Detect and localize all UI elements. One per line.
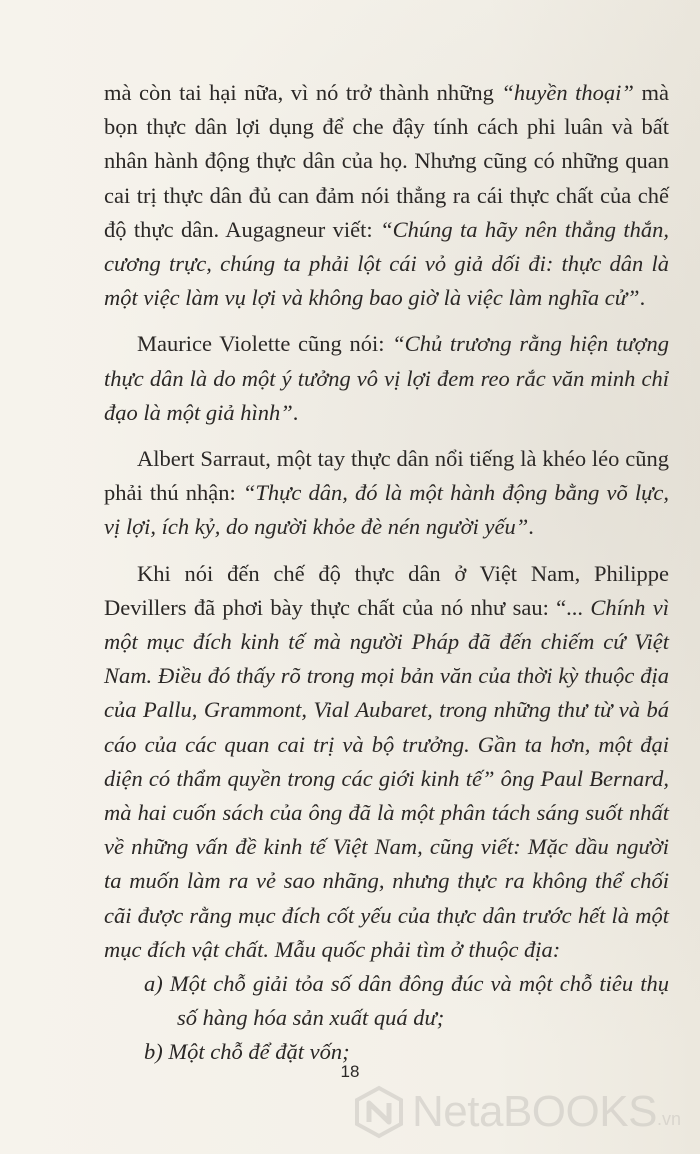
p1-seg-1: “huyền thoại” (501, 80, 634, 105)
p2-seg-0: Maurice Violette cũng nói: (137, 331, 393, 357)
p2-seg-1: “Chủ trương rằng hiện tượng thực dân là do một ý tưởng vô vị lợi đem reo rắc văn minh chỉ đạo là một giả hình” (104, 331, 669, 425)
watermark (352, 1082, 681, 1142)
p3-seg-1: “Thực dân, đó là một hành động bằng võ lực, vị lợi, ích kỷ, do người khỏe đè nén người yếu” (104, 480, 669, 540)
p1-seg-4: . (639, 285, 646, 311)
p1-seg-2: mà bọn thực dân lợi dụng để che đậy tính cách phi luân và bất nhân hành động thực dân của họ. Nhưng cũng có những quan cai trị thực dân đủ can đảm nói thẳng ra cái thực chất của chế độ thực dân. Augagneur viết: (104, 80, 669, 242)
watermark-suffix: .vn (656, 1109, 681, 1129)
p4-seg-0: Khi nói đến chế độ thực dân ở Việt Nam, Philippe Devillers đã phơi bày thực chất của nó như sau: “... (104, 560, 669, 620)
list-item-b: b) Một chỗ để đặt vốn; (144, 1039, 350, 1065)
p1-seg-0: mà còn tai hại nữa, vì nó trở thành những (104, 80, 502, 105)
paragraph-3 (104, 442, 669, 545)
netabooks-logo-icon (352, 1085, 406, 1139)
list-item-a: a) Một chỗ giải tỏa số dân đông đúc và một chỗ tiêu thụ số hàng hóa sản xuất quá dư; (144, 971, 669, 1031)
body-text (104, 76, 669, 1070)
p3-seg-0: Albert Sarraut, một tay thực dân nổi tiếng là khéo léo cũng phải thú nhận: (104, 446, 669, 506)
p4-seg-1: Chính vì một mục đích kinh tế mà người Pháp đã đến chiếm cứ Việt Nam. Điều đó thấy rõ trong mọi bản văn của thời kỳ thuộc địa của Pallu, Grammont, Vial Aubaret, trong những thư từ và bá cáo của các quan cai trị và bộ trưởng. Gần ta hơn, một đại diện có thẩm quyền trong các giới kinh tế” ông Paul Bernard, mà hai cuốn sách của ông đã là một phân tách sáng suốt nhất về những vấn đề kinh tế Việt Nam, cũng viết: Mặc dầu người ta muốn làm ra vẻ sao nhãng, nhưng thực ra không thể chối cãi được rằng mục đích cốt yếu của thực dân trước hết là một mục đích vật chất. Mẫu quốc phải tìm ở thuộc địa: (104, 594, 670, 962)
watermark-text: NetaBOOKS (412, 1087, 657, 1136)
paragraph-4 (104, 557, 669, 967)
paragraph-2 (104, 327, 669, 430)
page-number: 18 (340, 1062, 360, 1081)
p1-seg-3: “Chúng ta hãy nên thẳng thắn, cương trực, chúng ta phải lột cái vỏ giả dối đi: thực dân là một việc làm vụ lợi và không bao giờ là việc làm nghĩa cử” (104, 216, 669, 311)
p3-seg-2: . (528, 514, 534, 540)
paragraph-1 (104, 76, 669, 315)
p2-seg-2: . (292, 399, 299, 425)
